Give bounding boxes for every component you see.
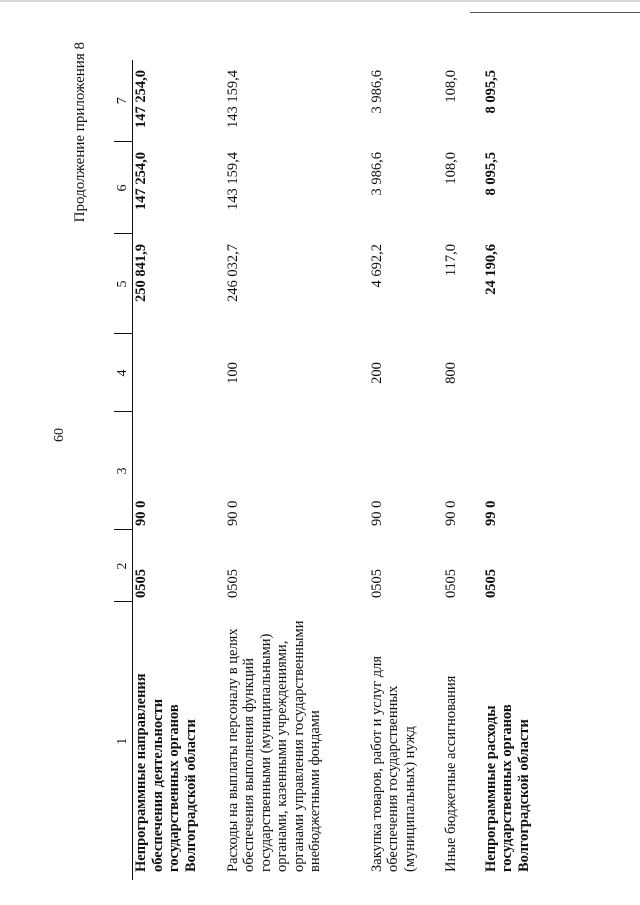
amount-col5: 250 841,9 — [133, 244, 149, 302]
rotated-document-page — [50, 20, 570, 880]
target-code: 90 0 — [133, 500, 149, 526]
expense-type-code: 100 — [224, 362, 241, 384]
row-name: Непрограммные направления обеспечения деятельности государственных органов Волгоградской области — [133, 673, 199, 872]
amount-col6: 143 159,4 — [224, 152, 241, 210]
expense-type-code: 800 — [442, 362, 459, 384]
expense-type-code — [133, 334, 225, 412]
target-code: 90 0 — [368, 500, 385, 526]
amount-col7: 3 986,6 — [368, 70, 385, 114]
column-header-1: 1 — [114, 602, 133, 880]
table-row — [443, 60, 483, 880]
section-code: 0505 — [442, 569, 459, 598]
section-code: 0505 — [368, 569, 385, 598]
section-code: 0505 — [133, 569, 149, 598]
scan-mark-line — [470, 12, 640, 13]
amount-col6: 108,0 — [442, 152, 459, 185]
table-row — [369, 60, 443, 880]
table-row — [483, 60, 553, 880]
section-code: 0505 — [224, 569, 241, 598]
column-header-6: 6 — [114, 142, 133, 234]
section-code: 0505 — [482, 569, 499, 598]
amount-col6: 3 986,6 — [368, 152, 385, 196]
amount-col6: 8 095,5 — [482, 152, 499, 196]
expense-type-code: 200 — [368, 362, 385, 384]
row-name: Иные бюджетные ассигнования — [442, 675, 459, 872]
amount-col7: 8 095,5 — [482, 70, 499, 114]
row-name: Расходы на выплаты персоналу в целях обеспечения выполнения функций государственными (муниципальными) органами, казенными учреждениями, органами управления государственными внебюджетными фондами — [224, 620, 323, 872]
budget-table — [114, 60, 553, 880]
amount-col7: 147 254,0 — [133, 70, 149, 128]
amount-col5: 246 032,7 — [224, 244, 241, 302]
column-header-4: 4 — [114, 334, 133, 412]
page-number: 60 — [52, 428, 67, 442]
scan-edge — [0, 0, 640, 2]
target-code: 90 0 — [442, 500, 459, 526]
row-name: Непрограммные расходы государственных органов Волгоградской области — [482, 704, 532, 872]
amount-col5: 117,0 — [442, 244, 459, 277]
target-code: 99 0 — [482, 500, 499, 526]
expense-type-code — [483, 334, 553, 412]
table-header-row — [114, 60, 133, 880]
column-header-3: 3 — [114, 412, 133, 530]
column-header-2: 2 — [114, 530, 133, 602]
amount-col5: 24 190,6 — [482, 244, 499, 295]
amount-col6: 147 254,0 — [133, 152, 149, 210]
column-header-5: 5 — [114, 234, 133, 334]
amount-col5: 4 692,2 — [368, 244, 385, 288]
target-code: 90 0 — [224, 500, 241, 526]
appendix-caption: Продолжение приложения 8 — [72, 42, 88, 223]
amount-col7: 143 159,4 — [224, 70, 241, 128]
table-row — [225, 60, 369, 880]
row-name: Закупка товаров, работ и услуг для обеспечения государственных (муниципальных) нужд — [368, 655, 418, 872]
amount-col7: 108,0 — [442, 70, 459, 103]
table-row — [133, 60, 225, 880]
column-header-7: 7 — [114, 60, 133, 142]
